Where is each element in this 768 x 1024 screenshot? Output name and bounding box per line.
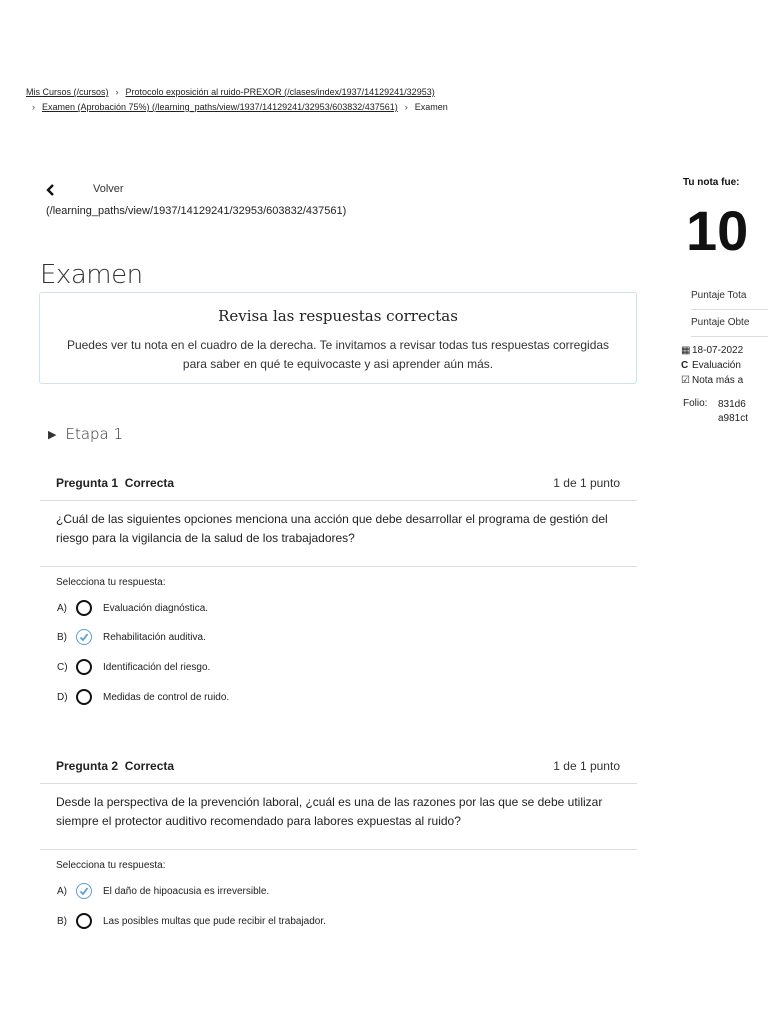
breadcrumb-separator: › [115,87,119,97]
divider [691,309,768,310]
radio-button[interactable] [76,689,92,705]
divider [40,566,637,567]
option-letter: B) [57,916,67,927]
breadcrumb-link-cursos[interactable]: Mis Cursos (/cursos) [26,87,109,97]
total-score-label: Puntaje Tota [691,290,747,301]
select-answer-label: Selecciona tu respuesta: [56,860,166,871]
calendar-icon: ▦ [681,345,691,356]
radio-checked-icon[interactable] [76,629,92,645]
question-points: 1 de 1 punto [553,759,620,773]
answer-option[interactable] [57,913,577,933]
result-evaluation: C Evaluación [681,360,741,371]
chevron-left-icon[interactable] [44,183,58,197]
option-text: Medidas de control de ruido. [103,692,230,703]
select-answer-label: Selecciona tu respuesta: [56,577,166,588]
answer-option[interactable] [57,883,577,903]
question-title: Pregunta 1 Correcta [56,476,175,490]
back-label[interactable]: Volver [93,183,124,195]
info-box [39,292,637,384]
breadcrumb-link-examen-aprobacion[interactable]: Examen (Aprobación 75%) (/learning_paths/view/1937/14129241/32953/603832/437561) [42,102,398,112]
option-letter: A) [57,603,67,614]
folio-value: 831d6 a981ct [718,399,749,424]
question-header [40,469,637,501]
triangle-right-icon: ▶ [48,428,57,441]
breadcrumb-separator: › [404,102,408,112]
breadcrumb-line-2 [32,102,448,112]
answer-option[interactable] [57,629,577,649]
radio-button[interactable] [76,913,92,929]
answer-option[interactable] [57,659,577,679]
page-title: Examen [40,260,143,290]
option-text: Rehabilitación auditiva. [103,632,206,643]
divider [40,849,637,850]
option-text: Identificación del riesgo. [103,662,211,673]
question-points: 1 de 1 punto [553,476,620,490]
obtained-score-label: Puntaje Obte [691,317,750,328]
option-letter: D) [57,692,68,703]
stage-toggle[interactable] [48,425,123,443]
info-box-title: Revisa las respuestas correctas [218,307,458,325]
info-box-text: Puedes ver tu nota en el cuadro de la derecha. Te invitamos a revisar todas tus respuestas corregidas para saber en qué te equivocaste y asi aprender aún más. [66,338,610,371]
breadcrumb-current: Examen [414,102,448,112]
question-text: Desde la perspectiva de la prevención laboral, ¿cuál es una de las razones por las que se debe utilizar siempre el protector auditivo recomendado para labores expuestas al ruido? [56,795,603,828]
divider [691,336,768,337]
folio-label: Folio: [683,398,708,409]
breadcrumb-link-protocolo[interactable]: Protocolo exposición al ruido-PREXOR (/clases/index/1937/14129241/32953) [125,87,435,97]
answer-option[interactable] [57,600,577,620]
stage-label: Etapa 1 [65,425,124,443]
option-letter: C) [57,662,68,673]
breadcrumb-separator: › [32,102,35,112]
option-text: Evaluación diagnóstica. [103,603,209,614]
result-date: ▦ 18-07-2022 [681,345,744,356]
question-text: ¿Cuál de las siguientes opciones menciona una acción que debe desarrollar el programa de gestión del riesgo para la vigilancia de la salud de los trabajadores? [56,512,608,545]
question-title: Pregunta 2 Correcta [56,759,175,773]
option-text: El daño de hipoacusia es irreversible. [103,886,270,897]
option-text: Las posibles multas que pude recibir el trabajador. [103,916,326,927]
radio-button[interactable] [76,659,92,675]
radio-checked-icon[interactable] [76,883,92,899]
refresh-icon: C [681,360,689,371]
result-best-grade: ☑ Nota más a [681,375,744,386]
result-label: Tu nota fue: [683,177,740,188]
checkbox-icon: ☑ [681,375,690,386]
option-letter: B) [57,632,67,643]
answer-option[interactable] [57,689,577,709]
breadcrumb [26,87,435,97]
result-grade: 10 [686,199,749,262]
radio-button[interactable] [76,600,92,616]
question-header [40,752,637,784]
back-url[interactable]: (/learning_paths/view/1937/14129241/32953/603832/437561) [46,205,347,217]
option-letter: A) [57,886,67,897]
